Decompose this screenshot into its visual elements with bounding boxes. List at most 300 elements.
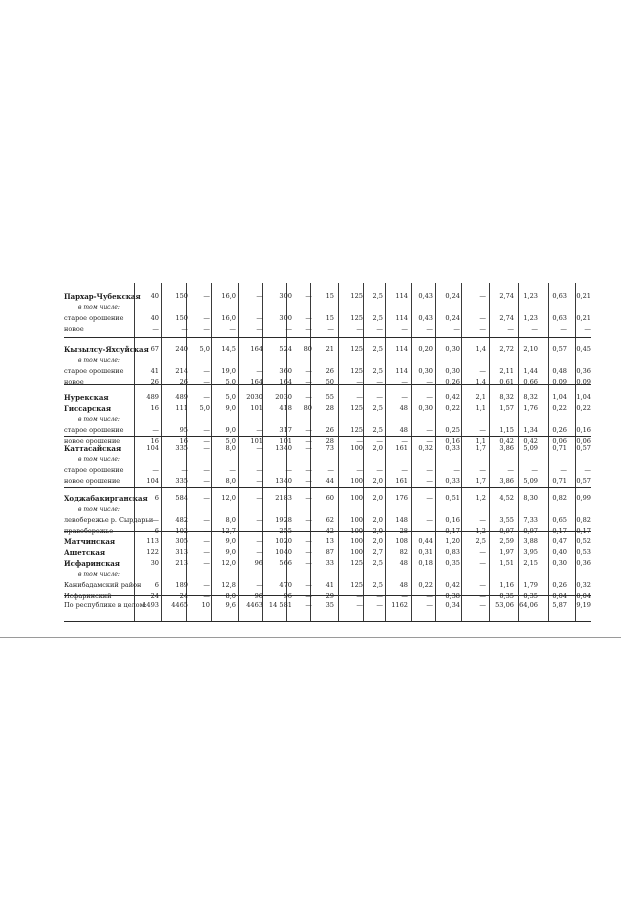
table-cell: 1,16 xyxy=(499,581,514,589)
table-cell: — xyxy=(376,393,383,401)
table-cell: 0,20 xyxy=(418,345,433,353)
table-cell: — xyxy=(376,378,383,386)
table-cell: 104 xyxy=(146,477,159,485)
table-cell: 96 xyxy=(254,592,263,600)
table-cell: — xyxy=(356,437,363,445)
table-cell: 0,82 xyxy=(576,516,591,524)
row-label: в том числе: xyxy=(78,506,120,513)
row-label: в том числе: xyxy=(78,304,120,311)
table-row xyxy=(64,569,591,580)
table-cell: 0,52 xyxy=(576,537,591,545)
table-cell: 111 xyxy=(175,404,188,412)
table-cell: 44 xyxy=(325,477,334,485)
table-cell: 1,15 xyxy=(499,426,514,434)
table-cell: 213 xyxy=(175,559,188,567)
table-cell: 2,0 xyxy=(372,537,383,545)
table-cell: 40 xyxy=(150,314,159,322)
table-cell: 8,0 xyxy=(225,592,236,600)
table-cell: 8,0 xyxy=(225,516,236,524)
table-cell: 2,74 xyxy=(499,292,514,300)
table-row xyxy=(64,493,591,504)
table-cell: 96 xyxy=(283,592,292,600)
table-cell: 0,34 xyxy=(445,601,460,609)
table-cell: 0,99 xyxy=(576,494,591,502)
table-cell: 1,04 xyxy=(576,393,591,401)
table-cell: 100 xyxy=(350,537,363,545)
table-cell: — xyxy=(305,393,312,401)
table-cell: — xyxy=(203,426,210,434)
table-cell: — xyxy=(376,466,383,474)
table-cell: — xyxy=(256,548,263,556)
table-cell: 100 xyxy=(350,477,363,485)
table-cell: — xyxy=(479,325,486,333)
table-cell: 15 xyxy=(325,314,334,322)
table-cell: 3,88 xyxy=(523,537,538,545)
table-cell: 67 xyxy=(150,345,159,353)
table-cell: 2,0 xyxy=(372,444,383,452)
table-cell: — xyxy=(305,292,312,300)
table-cell: 5,87 xyxy=(552,601,567,609)
table-cell: 0,43 xyxy=(418,292,433,300)
table-cell: 104 xyxy=(146,444,159,452)
table-cell: 0,33 xyxy=(445,477,460,485)
row-label: Исфаринская xyxy=(64,559,120,568)
table-cell: 300 xyxy=(279,292,292,300)
table-cell: 28 xyxy=(399,527,408,535)
table-cell: — xyxy=(203,292,210,300)
table-cell: 16 xyxy=(150,404,159,412)
table-row xyxy=(64,465,591,476)
table-cell: 26 xyxy=(179,378,188,386)
table-cell: 1,76 xyxy=(523,404,538,412)
group-rule xyxy=(64,487,591,488)
table-cell: — xyxy=(305,325,312,333)
table-cell: 0,82 xyxy=(552,494,567,502)
table-cell: 0,22 xyxy=(418,581,433,589)
table-cell: — xyxy=(256,466,263,474)
table-cell: 26 xyxy=(325,367,334,375)
table-cell: — xyxy=(203,444,210,452)
table-cell: 0,97 xyxy=(499,527,514,535)
table-cell: 1,57 xyxy=(499,404,514,412)
table-cell: 26 xyxy=(325,426,334,434)
table-cell: — xyxy=(426,494,433,502)
table-cell: 80 xyxy=(303,404,312,412)
table-cell: 2,72 xyxy=(499,345,514,353)
table-cell: — xyxy=(203,325,210,333)
table-cell: 0,21 xyxy=(576,292,591,300)
table-cell: 42 xyxy=(325,527,334,535)
table-cell: 101 xyxy=(250,437,263,445)
table-cell: — xyxy=(305,527,312,535)
table-cell: 3,86 xyxy=(499,444,514,452)
table-cell: — xyxy=(426,437,433,445)
table-cell: — xyxy=(356,466,363,474)
page-bottom-rule xyxy=(0,637,621,638)
table-cell: 161 xyxy=(395,477,408,485)
table-cell: — xyxy=(356,592,363,600)
table-row xyxy=(64,313,591,324)
table-cell: 12,8 xyxy=(221,581,236,589)
table-cell: — xyxy=(203,494,210,502)
table-cell: 1,23 xyxy=(523,314,538,322)
table-cell: 2,15 xyxy=(523,559,538,567)
table-cell: 12,0 xyxy=(221,559,236,567)
table-cell: 16,0 xyxy=(221,314,236,322)
table-cell: — xyxy=(426,477,433,485)
table-cell: 1020 xyxy=(275,537,292,545)
table-cell: 1,23 xyxy=(523,292,538,300)
table-cell: — xyxy=(203,393,210,401)
table-cell: — xyxy=(401,325,408,333)
table-cell: 6 xyxy=(154,581,159,589)
table-cell: — xyxy=(152,466,159,474)
table-cell: — xyxy=(203,581,210,589)
row-label: новое xyxy=(64,378,84,386)
table-cell: 125 xyxy=(350,581,363,589)
table-cell: 9,0 xyxy=(225,404,236,412)
table-cell: 87 xyxy=(325,548,334,556)
table-cell: 0,66 xyxy=(523,378,538,386)
table-row xyxy=(64,476,591,487)
table-cell: 0,06 xyxy=(552,437,567,445)
table-cell: 0,43 xyxy=(418,314,433,322)
table-cell: 1,34 xyxy=(523,426,538,434)
table-cell: 48 xyxy=(399,426,408,434)
table-row xyxy=(64,324,591,335)
table-cell: 125 xyxy=(350,292,363,300)
table-cell: 0,44 xyxy=(418,537,433,545)
table-cell: 10 xyxy=(201,601,210,609)
table-cell: 524 xyxy=(279,345,292,353)
table-cell: 0,51 xyxy=(445,494,460,502)
table-row xyxy=(64,302,591,313)
table-cell: 1,97 xyxy=(499,548,514,556)
table-cell: 5,09 xyxy=(523,444,538,452)
table-cell: — xyxy=(305,516,312,524)
table-cell: 50 xyxy=(325,378,334,386)
table-cell: 418 xyxy=(279,404,292,412)
table-cell: — xyxy=(285,325,292,333)
table-cell: 8,32 xyxy=(499,393,514,401)
table-cell: — xyxy=(453,325,460,333)
table-cell: — xyxy=(356,378,363,386)
table-cell: 0,30 xyxy=(445,367,460,375)
table-cell: 73 xyxy=(325,444,334,452)
row-label: правобережье xyxy=(64,527,114,535)
table-cell: 2,5 xyxy=(372,559,383,567)
table-cell: 9,0 xyxy=(225,537,236,545)
row-label: в том числе: xyxy=(78,416,120,423)
table-cell: — xyxy=(401,437,408,445)
table-cell: 0,35 xyxy=(523,592,538,600)
table-cell: 48 xyxy=(399,559,408,567)
table-cell: — xyxy=(305,494,312,502)
table-cell: 9,0 xyxy=(225,548,236,556)
table-row xyxy=(64,443,591,454)
row-label: Матчинская xyxy=(64,537,116,546)
table-cell: 8,30 xyxy=(523,494,538,502)
table-cell: 102 xyxy=(175,527,188,535)
table-cell: 0,97 xyxy=(523,527,538,535)
table-cell: 14,5 xyxy=(221,345,236,353)
row-label: в том числе: xyxy=(78,357,120,364)
table-cell: 9,19 xyxy=(576,601,591,609)
table-cell: — xyxy=(426,466,433,474)
table-cell: 24 xyxy=(150,592,159,600)
table-cell: 305 xyxy=(175,537,188,545)
table-cell: 1,44 xyxy=(523,367,538,375)
table-cell: 64,06 xyxy=(519,601,538,609)
table-cell: — xyxy=(203,516,210,524)
table-cell: — xyxy=(479,559,486,567)
table-cell: — xyxy=(479,367,486,375)
table-cell: — xyxy=(401,466,408,474)
table-cell: 100 xyxy=(350,444,363,452)
table-cell: 0,42 xyxy=(445,581,460,589)
table-cell: 0,26 xyxy=(552,581,567,589)
table-cell: 2,10 xyxy=(523,345,538,353)
table-cell: 53,06 xyxy=(495,601,514,609)
table-row xyxy=(64,547,591,558)
table-cell: 482 xyxy=(175,516,188,524)
table-row xyxy=(64,536,591,547)
table-cell: 566 xyxy=(279,559,292,567)
table-cell: — xyxy=(305,581,312,589)
table-cell: 114 xyxy=(395,345,408,353)
table-cell: 0,63 xyxy=(552,314,567,322)
table-cell: 1340 xyxy=(275,444,292,452)
table-cell: 0,32 xyxy=(576,581,591,589)
table-cell: 2,0 xyxy=(372,527,383,535)
table-cell: 125 xyxy=(350,404,363,412)
table-cell: — xyxy=(152,325,159,333)
table-cell: 1,7 xyxy=(475,444,486,452)
table-cell: — xyxy=(584,325,591,333)
table-cell: 176 xyxy=(395,494,408,502)
table-cell: — xyxy=(256,581,263,589)
table-cell: 317 xyxy=(279,426,292,434)
table-cell: — xyxy=(426,393,433,401)
table-cell: 0,30 xyxy=(445,345,460,353)
table-cell: 60 xyxy=(325,494,334,502)
row-label: левобережье р. Сырдарьи xyxy=(64,516,154,524)
table-cell: 161 xyxy=(395,444,408,452)
table-cell: 0,36 xyxy=(576,367,591,375)
table-cell: 5,0 xyxy=(225,378,236,386)
table-cell: — xyxy=(305,314,312,322)
table-cell: — xyxy=(181,325,188,333)
table-cell: 0,57 xyxy=(576,477,591,485)
table-cell: 113 xyxy=(146,537,159,545)
table-cell: — xyxy=(479,292,486,300)
table-cell: — xyxy=(256,516,263,524)
table-cell: 0,17 xyxy=(576,527,591,535)
table-cell: — xyxy=(327,466,334,474)
table-cell: 24 xyxy=(179,592,188,600)
table-cell: — xyxy=(305,437,312,445)
table-cell: — xyxy=(203,559,210,567)
table-cell: — xyxy=(203,477,210,485)
table-cell: 0,04 xyxy=(576,592,591,600)
table-cell: 489 xyxy=(175,393,188,401)
table-cell: 122 xyxy=(146,548,159,556)
table-cell: 0,71 xyxy=(552,477,567,485)
table-cell: — xyxy=(203,466,210,474)
table-cell: — xyxy=(229,466,236,474)
table-row xyxy=(64,504,591,515)
table-cell: 19,0 xyxy=(221,367,236,375)
table-cell: 8,32 xyxy=(523,393,538,401)
table-cell: — xyxy=(453,466,460,474)
table-cell: — xyxy=(256,292,263,300)
table-cell: 255 xyxy=(279,527,292,535)
table-cell: 14 581 xyxy=(268,601,292,609)
table-row xyxy=(64,580,591,591)
table-cell: — xyxy=(305,466,312,474)
table-cell: 125 xyxy=(350,559,363,567)
table-cell: 16 xyxy=(150,437,159,445)
row-label: старое орошение xyxy=(64,466,124,474)
table-cell: 0,53 xyxy=(576,548,591,556)
table-cell: 1,20 xyxy=(445,537,460,545)
table-cell: 6 xyxy=(154,494,159,502)
table-row xyxy=(64,403,591,414)
row-label: новое орошение xyxy=(64,477,121,485)
table-cell: 0,18 xyxy=(418,559,433,567)
table-cell: 2030 xyxy=(275,393,292,401)
table-cell: 1,4 xyxy=(475,345,486,353)
table-cell: 150 xyxy=(175,314,188,322)
table-cell: 0,83 xyxy=(445,548,460,556)
table-cell: 26 xyxy=(150,378,159,386)
table-cell: — xyxy=(584,466,591,474)
table-cell: — xyxy=(426,325,433,333)
table-cell: 3,86 xyxy=(499,477,514,485)
table-cell: 360 xyxy=(279,367,292,375)
table-cell: 0,35 xyxy=(445,559,460,567)
table-cell: — xyxy=(479,516,486,524)
table-cell: 0,65 xyxy=(552,516,567,524)
table-cell: 1162 xyxy=(391,601,408,609)
table-cell: 100 xyxy=(350,494,363,502)
table-cell: — xyxy=(426,527,433,535)
table-cell: — xyxy=(203,527,210,535)
table-cell: 300 xyxy=(279,314,292,322)
table-cell: 0,32 xyxy=(418,444,433,452)
table-cell: — xyxy=(479,548,486,556)
table-cell: 5,0 xyxy=(199,404,210,412)
table-cell: 489 xyxy=(146,393,159,401)
table-cell: 4,52 xyxy=(499,494,514,502)
table-cell: 114 xyxy=(395,367,408,375)
table-cell: 0,16 xyxy=(445,437,460,445)
table-cell: 0,57 xyxy=(576,444,591,452)
table-cell: — xyxy=(479,601,486,609)
table-cell: — xyxy=(479,592,486,600)
table-cell: 101 xyxy=(279,437,292,445)
table-cell: 125 xyxy=(350,345,363,353)
table-cell: 1,51 xyxy=(499,559,514,567)
table-cell: — xyxy=(376,437,383,445)
table-cell: 0,61 xyxy=(499,378,514,386)
table-cell: 0,16 xyxy=(445,516,460,524)
table-cell: — xyxy=(426,378,433,386)
table-cell: 1,1 xyxy=(475,404,486,412)
table-cell: 164 xyxy=(250,378,263,386)
table-cell: 114 xyxy=(395,314,408,322)
table-cell: 1,4 xyxy=(475,378,486,386)
table-cell: 1,1 xyxy=(475,437,486,445)
table-row xyxy=(64,600,591,611)
row-label: Ашетская xyxy=(64,548,106,557)
table-cell: 16 xyxy=(179,437,188,445)
table-cell: 82 xyxy=(399,548,408,556)
table-cell: 0,42 xyxy=(499,437,514,445)
table-cell: 0,47 xyxy=(552,537,567,545)
table-cell: 7,33 xyxy=(523,516,538,524)
row-label: новое орошение xyxy=(64,437,121,445)
table-cell: 0,16 xyxy=(576,426,591,434)
table-cell: 0,38 xyxy=(445,592,460,600)
table-cell: — xyxy=(305,367,312,375)
table-cell: 148 xyxy=(395,516,408,524)
table-cell: 5,0 xyxy=(199,345,210,353)
table-cell: 9,6 xyxy=(225,601,236,609)
table-cell: — xyxy=(256,527,263,535)
table-cell: 0,30 xyxy=(418,404,433,412)
table-cell: — xyxy=(229,325,236,333)
table-cell: — xyxy=(376,592,383,600)
table-cell: — xyxy=(203,314,210,322)
table-cell: — xyxy=(426,601,433,609)
table-cell: 2,0 xyxy=(372,494,383,502)
row-label: старое орошение xyxy=(64,426,124,434)
table-cell: 0,17 xyxy=(445,527,460,535)
table-row xyxy=(64,515,591,526)
table-cell: — xyxy=(256,477,263,485)
table-cell: 100 xyxy=(350,527,363,535)
table-cell: 0,09 xyxy=(552,378,567,386)
table-cell: 48 xyxy=(399,581,408,589)
table-cell: 2,5 xyxy=(372,345,383,353)
table-cell: 313 xyxy=(175,548,188,556)
table-cell: — xyxy=(256,367,263,375)
table-cell: — xyxy=(356,601,363,609)
table-cell: 1,04 xyxy=(552,393,567,401)
table-cell: 101 xyxy=(250,404,263,412)
table-cell: — xyxy=(256,325,263,333)
table-cell: — xyxy=(305,378,312,386)
table-row xyxy=(64,454,591,465)
table-cell: — xyxy=(203,548,210,556)
table-cell: 5,0 xyxy=(225,393,236,401)
table-row xyxy=(64,392,591,403)
table-cell: 0,21 xyxy=(576,314,591,322)
table-cell: — xyxy=(256,314,263,322)
table-cell: 164 xyxy=(250,345,263,353)
row-label: Кызылсу-Яхсуйская xyxy=(64,345,149,354)
table-cell: 240 xyxy=(175,345,188,353)
table-cell: 150 xyxy=(175,292,188,300)
table-cell: 0,22 xyxy=(576,404,591,412)
table-cell: — xyxy=(426,592,433,600)
row-label: Гиссарская xyxy=(64,404,112,413)
table-cell: 29 xyxy=(325,592,334,600)
table-cell: — xyxy=(203,592,210,600)
table-cell: 3,55 xyxy=(499,516,514,524)
table-cell: 2,0 xyxy=(372,477,383,485)
